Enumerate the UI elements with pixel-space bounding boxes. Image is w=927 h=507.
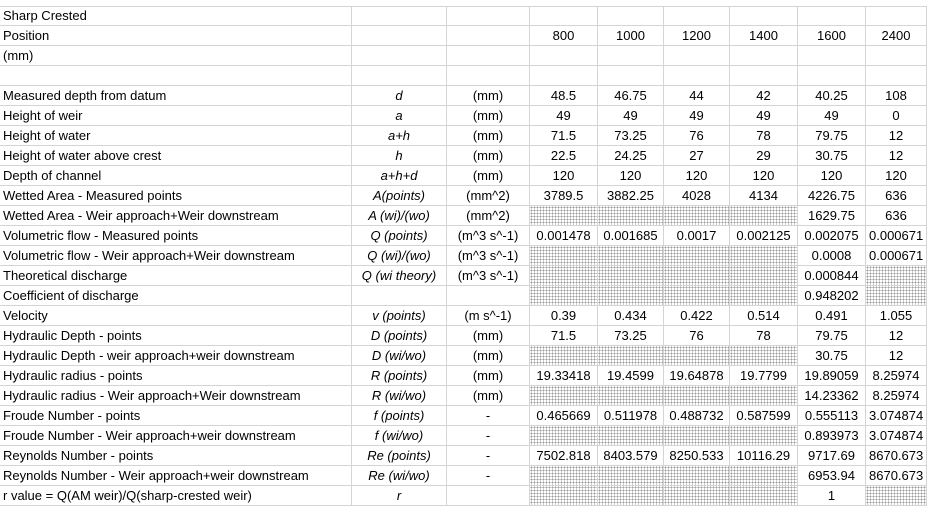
row-unit-cell[interactable] <box>447 486 530 506</box>
value-cell[interactable]: 78 <box>730 326 798 346</box>
row-label-cell[interactable]: Reynolds Number - Weir approach+weir downstream <box>0 466 352 486</box>
value-cell[interactable]: 8670.673 <box>866 446 927 466</box>
value-cell[interactable]: 48.5 <box>530 86 598 106</box>
value-cell[interactable]: 14.23362 <box>798 386 866 406</box>
value-cell[interactable]: 120 <box>598 166 664 186</box>
value-cell[interactable]: 0.491 <box>798 306 866 326</box>
shaded-value-cell[interactable] <box>530 246 598 266</box>
value-cell[interactable]: 120 <box>798 166 866 186</box>
sheet-cell[interactable] <box>798 46 866 66</box>
shaded-value-cell[interactable] <box>598 346 664 366</box>
row-unit-cell[interactable]: (mm) <box>447 126 530 146</box>
position-header-cell[interactable]: 1600 <box>798 26 866 46</box>
value-cell[interactable]: 76 <box>664 126 730 146</box>
row-label-cell[interactable]: r value = Q(AM weir)/Q(sharp-crested weir) <box>0 486 352 506</box>
row-unit-cell[interactable]: (mm) <box>447 166 530 186</box>
row-symbol-cell[interactable]: Q (points) <box>352 226 447 246</box>
sheet-cell[interactable] <box>664 6 730 26</box>
row-unit-cell[interactable]: (mm) <box>447 146 530 166</box>
position-header-cell[interactable]: 800 <box>530 26 598 46</box>
row-label-cell[interactable]: Wetted Area - Weir approach+Weir downstream <box>0 206 352 226</box>
row-unit-cell[interactable]: (mm) <box>447 326 530 346</box>
value-cell[interactable]: 0.893973 <box>798 426 866 446</box>
sheet-cell[interactable] <box>598 46 664 66</box>
shaded-value-cell[interactable] <box>730 266 798 286</box>
row-symbol-cell[interactable]: h <box>352 146 447 166</box>
row-unit-cell[interactable]: (mm) <box>447 346 530 366</box>
row-unit-cell[interactable]: (mm) <box>447 86 530 106</box>
value-cell[interactable]: 0.001685 <box>598 226 664 246</box>
value-cell[interactable]: 79.75 <box>798 326 866 346</box>
value-cell[interactable]: 120 <box>866 166 927 186</box>
shaded-value-cell[interactable] <box>598 286 664 306</box>
sheet-cell[interactable] <box>530 6 598 26</box>
value-cell[interactable]: 120 <box>664 166 730 186</box>
sheet-cell[interactable] <box>447 66 530 86</box>
shaded-value-cell[interactable] <box>664 246 730 266</box>
value-cell[interactable]: 24.25 <box>598 146 664 166</box>
sheet-cell[interactable] <box>730 66 798 86</box>
value-cell[interactable]: 29 <box>730 146 798 166</box>
row-symbol-cell[interactable]: A(points) <box>352 186 447 206</box>
sheet-cell[interactable] <box>798 6 866 26</box>
shaded-value-cell[interactable] <box>730 346 798 366</box>
row-label-cell[interactable]: Volumetric flow - Weir approach+Weir downstream <box>0 246 352 266</box>
row-label-cell[interactable]: Theoretical discharge <box>0 266 352 286</box>
value-cell[interactable]: 49 <box>598 106 664 126</box>
row-label-cell[interactable]: Froude Number - Weir approach+weir downstream <box>0 426 352 446</box>
row-unit-cell[interactable]: (mm^2) <box>447 186 530 206</box>
shaded-value-cell[interactable] <box>664 206 730 226</box>
position-header-cell[interactable]: 1000 <box>598 26 664 46</box>
value-cell[interactable]: 0.465669 <box>530 406 598 426</box>
value-cell[interactable]: 49 <box>530 106 598 126</box>
sheet-cell[interactable] <box>664 46 730 66</box>
position-header-cell[interactable]: 1200 <box>664 26 730 46</box>
value-cell[interactable]: 636 <box>866 206 927 226</box>
row-label-cell[interactable]: Depth of channel <box>0 166 352 186</box>
shaded-value-cell[interactable] <box>598 466 664 486</box>
row-symbol-cell[interactable]: Re (points) <box>352 446 447 466</box>
row-label-cell[interactable]: Hydraulic radius - points <box>0 366 352 386</box>
value-cell[interactable]: 0.001478 <box>530 226 598 246</box>
sheet-cell[interactable] <box>598 6 664 26</box>
value-cell[interactable]: 27 <box>664 146 730 166</box>
value-cell[interactable]: 44 <box>664 86 730 106</box>
row-unit-cell[interactable]: (mm) <box>447 386 530 406</box>
shaded-value-cell[interactable] <box>530 206 598 226</box>
sheet-cell[interactable] <box>866 66 927 86</box>
row-label-cell[interactable]: Height of weir <box>0 106 352 126</box>
shaded-value-cell[interactable] <box>598 486 664 506</box>
value-cell[interactable]: 12 <box>866 126 927 146</box>
row-label-cell[interactable]: Hydraulic Depth - points <box>0 326 352 346</box>
shaded-value-cell[interactable] <box>730 466 798 486</box>
value-cell[interactable]: 0.000671 <box>866 226 927 246</box>
unit-label-cell[interactable]: (mm) <box>0 46 352 66</box>
shaded-value-cell[interactable] <box>598 206 664 226</box>
value-cell[interactable]: 19.89059 <box>798 366 866 386</box>
shaded-value-cell[interactable] <box>664 466 730 486</box>
value-cell[interactable]: 73.25 <box>598 326 664 346</box>
value-cell[interactable]: 0.000671 <box>866 246 927 266</box>
value-cell[interactable]: 4134 <box>730 186 798 206</box>
shaded-value-cell[interactable] <box>730 286 798 306</box>
row-symbol-cell[interactable]: Q (wi)/(wo) <box>352 246 447 266</box>
shaded-value-cell[interactable] <box>866 286 927 306</box>
row-label-cell[interactable]: Measured depth from datum <box>0 86 352 106</box>
row-symbol-cell[interactable]: R (wi/wo) <box>352 386 447 406</box>
sheet-cell[interactable] <box>0 66 352 86</box>
row-symbol-cell[interactable]: a <box>352 106 447 126</box>
value-cell[interactable]: 0.000844 <box>798 266 866 286</box>
row-unit-cell[interactable]: - <box>447 466 530 486</box>
shaded-value-cell[interactable] <box>530 286 598 306</box>
sheet-cell[interactable] <box>530 46 598 66</box>
value-cell[interactable]: 12 <box>866 326 927 346</box>
shaded-value-cell[interactable] <box>664 286 730 306</box>
row-symbol-cell[interactable]: r <box>352 486 447 506</box>
value-cell[interactable]: 4028 <box>664 186 730 206</box>
row-unit-cell[interactable]: (mm) <box>447 366 530 386</box>
value-cell[interactable]: 40.25 <box>798 86 866 106</box>
sheet-cell[interactable] <box>447 46 530 66</box>
shaded-value-cell[interactable] <box>664 266 730 286</box>
value-cell[interactable]: 120 <box>530 166 598 186</box>
value-cell[interactable]: 71.5 <box>530 326 598 346</box>
sheet-cell[interactable] <box>352 26 447 46</box>
shaded-value-cell[interactable] <box>730 486 798 506</box>
value-cell[interactable]: 8670.673 <box>866 466 927 486</box>
value-cell[interactable]: 0.511978 <box>598 406 664 426</box>
row-symbol-cell[interactable] <box>352 286 447 306</box>
row-symbol-cell[interactable]: f (points) <box>352 406 447 426</box>
shaded-value-cell[interactable] <box>530 426 598 446</box>
shaded-value-cell[interactable] <box>664 346 730 366</box>
row-symbol-cell[interactable]: D (wi/wo) <box>352 346 447 366</box>
value-cell[interactable]: 4226.75 <box>798 186 866 206</box>
row-label-cell[interactable]: Volumetric flow - Measured points <box>0 226 352 246</box>
shaded-value-cell[interactable] <box>730 206 798 226</box>
row-label-cell[interactable]: Velocity <box>0 306 352 326</box>
row-symbol-cell[interactable]: Re (wi/wo) <box>352 466 447 486</box>
row-unit-cell[interactable]: (m s^-1) <box>447 306 530 326</box>
shaded-value-cell[interactable] <box>598 386 664 406</box>
value-cell[interactable]: 49 <box>730 106 798 126</box>
shaded-value-cell[interactable] <box>866 266 927 286</box>
row-symbol-cell[interactable]: R (points) <box>352 366 447 386</box>
shaded-value-cell[interactable] <box>664 426 730 446</box>
sheet-cell[interactable] <box>798 66 866 86</box>
value-cell[interactable]: 22.5 <box>530 146 598 166</box>
sheet-cell[interactable] <box>530 66 598 86</box>
position-label-cell[interactable]: Position <box>0 26 352 46</box>
shaded-value-cell[interactable] <box>530 466 598 486</box>
row-unit-cell[interactable]: (mm) <box>447 106 530 126</box>
sheet-cell[interactable] <box>352 6 447 26</box>
row-unit-cell[interactable]: (m^3 s^-1) <box>447 266 530 286</box>
value-cell[interactable]: 0.948202 <box>798 286 866 306</box>
value-cell[interactable]: 1 <box>798 486 866 506</box>
value-cell[interactable]: 42 <box>730 86 798 106</box>
shaded-value-cell[interactable] <box>598 266 664 286</box>
position-header-cell[interactable]: 2400 <box>866 26 927 46</box>
shaded-value-cell[interactable] <box>730 426 798 446</box>
value-cell[interactable]: 46.75 <box>598 86 664 106</box>
row-symbol-cell[interactable]: A (wi)/(wo) <box>352 206 447 226</box>
value-cell[interactable]: 8403.579 <box>598 446 664 466</box>
value-cell[interactable]: 12 <box>866 146 927 166</box>
value-cell[interactable]: 3.074874 <box>866 406 927 426</box>
shaded-value-cell[interactable] <box>664 486 730 506</box>
row-label-cell[interactable]: Height of water <box>0 126 352 146</box>
shaded-value-cell[interactable] <box>530 346 598 366</box>
shaded-value-cell[interactable] <box>530 266 598 286</box>
row-symbol-cell[interactable]: a+h <box>352 126 447 146</box>
sheet-cell[interactable] <box>730 46 798 66</box>
value-cell[interactable]: 12 <box>866 346 927 366</box>
value-cell[interactable]: 73.25 <box>598 126 664 146</box>
row-label-cell[interactable]: Froude Number - points <box>0 406 352 426</box>
position-header-cell[interactable]: 1400 <box>730 26 798 46</box>
sheet-cell[interactable] <box>447 26 530 46</box>
shaded-value-cell[interactable] <box>730 386 798 406</box>
value-cell[interactable]: 71.5 <box>530 126 598 146</box>
row-label-cell[interactable]: Hydraulic radius - Weir approach+Weir downstream <box>0 386 352 406</box>
value-cell[interactable]: 79.75 <box>798 126 866 146</box>
value-cell[interactable]: 6953.94 <box>798 466 866 486</box>
shaded-value-cell[interactable] <box>730 246 798 266</box>
sheet-title-cell[interactable]: Sharp Crested <box>0 6 352 26</box>
row-unit-cell[interactable] <box>447 286 530 306</box>
value-cell[interactable]: 0.002125 <box>730 226 798 246</box>
value-cell[interactable]: 49 <box>798 106 866 126</box>
row-unit-cell[interactable]: - <box>447 446 530 466</box>
value-cell[interactable]: 3882.25 <box>598 186 664 206</box>
value-cell[interactable]: 0.422 <box>664 306 730 326</box>
row-label-cell[interactable]: Hydraulic Depth - weir approach+weir downstream <box>0 346 352 366</box>
sheet-cell[interactable] <box>352 66 447 86</box>
value-cell[interactable]: 76 <box>664 326 730 346</box>
row-label-cell[interactable]: Wetted Area - Measured points <box>0 186 352 206</box>
row-unit-cell[interactable]: (mm^2) <box>447 206 530 226</box>
row-symbol-cell[interactable]: Q (wi theory) <box>352 266 447 286</box>
value-cell[interactable]: 78 <box>730 126 798 146</box>
row-unit-cell[interactable]: - <box>447 406 530 426</box>
shaded-value-cell[interactable] <box>530 386 598 406</box>
row-label-cell[interactable]: Height of water above crest <box>0 146 352 166</box>
value-cell[interactable]: 108 <box>866 86 927 106</box>
sheet-cell[interactable] <box>866 46 927 66</box>
value-cell[interactable]: 3789.5 <box>530 186 598 206</box>
shaded-value-cell[interactable] <box>598 246 664 266</box>
value-cell[interactable]: 0 <box>866 106 927 126</box>
row-unit-cell[interactable]: (m^3 s^-1) <box>447 246 530 266</box>
sheet-cell[interactable] <box>598 66 664 86</box>
value-cell[interactable]: 7502.818 <box>530 446 598 466</box>
value-cell[interactable]: 1629.75 <box>798 206 866 226</box>
value-cell[interactable]: 10116.29 <box>730 446 798 466</box>
value-cell[interactable]: 8.25974 <box>866 366 927 386</box>
row-symbol-cell[interactable]: d <box>352 86 447 106</box>
value-cell[interactable]: 0.39 <box>530 306 598 326</box>
value-cell[interactable]: 1.055 <box>866 306 927 326</box>
value-cell[interactable]: 30.75 <box>798 346 866 366</box>
value-cell[interactable]: 30.75 <box>798 146 866 166</box>
value-cell[interactable]: 0.0017 <box>664 226 730 246</box>
value-cell[interactable]: 19.7799 <box>730 366 798 386</box>
value-cell[interactable]: 0.0008 <box>798 246 866 266</box>
value-cell[interactable]: 8.25974 <box>866 386 927 406</box>
row-symbol-cell[interactable]: a+h+d <box>352 166 447 186</box>
value-cell[interactable]: 120 <box>730 166 798 186</box>
sheet-cell[interactable] <box>866 6 927 26</box>
value-cell[interactable]: 0.555113 <box>798 406 866 426</box>
value-cell[interactable]: 636 <box>866 186 927 206</box>
row-symbol-cell[interactable]: f (wi/wo) <box>352 426 447 446</box>
value-cell[interactable]: 0.002075 <box>798 226 866 246</box>
shaded-value-cell[interactable] <box>598 426 664 446</box>
value-cell[interactable]: 19.4599 <box>598 366 664 386</box>
value-cell[interactable]: 19.33418 <box>530 366 598 386</box>
row-symbol-cell[interactable]: v (points) <box>352 306 447 326</box>
value-cell[interactable]: 0.488732 <box>664 406 730 426</box>
shaded-value-cell[interactable] <box>664 386 730 406</box>
sheet-cell[interactable] <box>352 46 447 66</box>
sheet-cell[interactable] <box>730 6 798 26</box>
value-cell[interactable]: 8250.533 <box>664 446 730 466</box>
sheet-cell[interactable] <box>664 66 730 86</box>
row-label-cell[interactable]: Reynolds Number - points <box>0 446 352 466</box>
value-cell[interactable]: 0.587599 <box>730 406 798 426</box>
row-symbol-cell[interactable]: D (points) <box>352 326 447 346</box>
value-cell[interactable]: 0.514 <box>730 306 798 326</box>
value-cell[interactable]: 49 <box>664 106 730 126</box>
value-cell[interactable]: 3.074874 <box>866 426 927 446</box>
value-cell[interactable]: 9717.69 <box>798 446 866 466</box>
value-cell[interactable]: 0.434 <box>598 306 664 326</box>
row-unit-cell[interactable]: - <box>447 426 530 446</box>
value-cell[interactable]: 19.64878 <box>664 366 730 386</box>
row-unit-cell[interactable]: (m^3 s^-1) <box>447 226 530 246</box>
row-label-cell[interactable]: Coefficient of discharge <box>0 286 352 306</box>
sheet-cell[interactable] <box>447 6 530 26</box>
shaded-value-cell[interactable] <box>530 486 598 506</box>
shaded-value-cell[interactable] <box>866 486 927 506</box>
